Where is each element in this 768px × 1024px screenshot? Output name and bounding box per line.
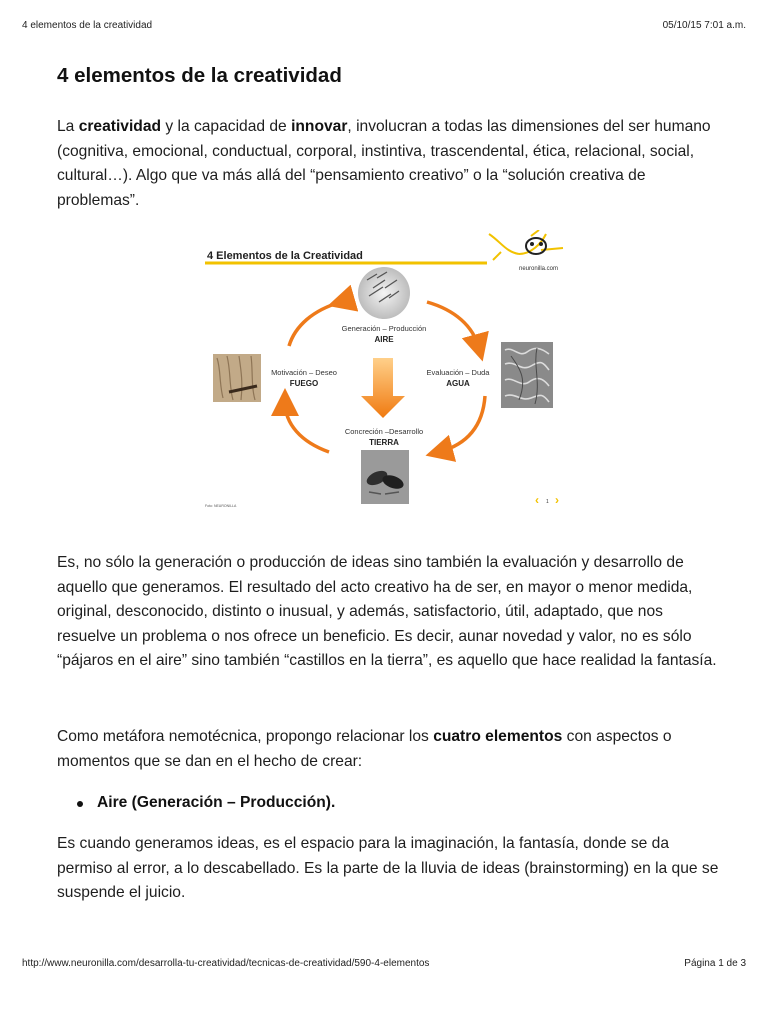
agua-image xyxy=(501,342,553,408)
prev-slide-icon[interactable]: ‹ xyxy=(535,493,539,507)
intro-text-a: La xyxy=(57,118,79,135)
bullet-item-text: Aire (Generación – Producción). xyxy=(97,794,336,811)
tierra-label: TIERRA xyxy=(369,438,399,447)
intro-paragraph xyxy=(57,115,722,213)
paragraph-2: Es, no sólo la generación o producción de ideas sino también la evaluación y desarrollo de aquello que generamos. El resultado del acto creativo ha de ser, en mayor o menor medida, original, desconocido, distinto o inusual, y además, satisfactorio, útil, adaptado, que nos resuelve un problema o nos ofrece un beneficio. Es decir, aunar novedad y valor, no es sólo “pájaros en el aire” sino también “castillos en la tierra”, es aquello que hace realidad la fantasía. xyxy=(57,554,717,669)
arrow-aire-to-agua xyxy=(427,302,479,348)
agua-label: AGUA xyxy=(446,379,470,388)
print-footer-page-number: Página 1 de 3 xyxy=(684,958,746,969)
aire-subtitle: Generación – Producción xyxy=(341,324,427,333)
four-elements-diagram xyxy=(201,230,567,510)
agua-subtitle: Evaluación – Duda xyxy=(426,368,490,377)
central-down-arrow xyxy=(361,358,405,418)
print-header-title: 4 elementos de la creatividad xyxy=(22,20,153,31)
photo-credit: Foto: NEURONILLA xyxy=(205,504,237,508)
brand-url: neuronilla.com xyxy=(519,266,559,272)
paragraph-3 xyxy=(57,725,722,774)
fuego-image xyxy=(213,354,261,402)
arrow-fuego-to-aire xyxy=(289,302,341,346)
paragraph-4: Es cuando generamos ideas, es el espacio para la imaginación, la fantasía, donde se da permiso al error, a lo descabellado. Es la parte de la lluvia de ideas (brainstorming) en la que se suspende el juicio. xyxy=(57,835,719,901)
p3-text-a: Como metáfora nemotécnica, propongo relacionar los xyxy=(57,728,434,745)
fuego-subtitle: Motivación – Deseo xyxy=(271,368,337,377)
diagram-title: 4 Elementos de la Creatividad xyxy=(207,250,363,262)
print-footer-url[interactable]: http://www.neuronilla.com/desarrolla-tu-creatividad/tecnicas-de-creatividad/590-4-elementos xyxy=(22,958,430,969)
print-header-datetime: 05/10/15 7:01 a.m. xyxy=(662,20,746,31)
next-slide-icon[interactable]: › xyxy=(555,493,559,507)
intro-text-d: , involucran a todas las dimensiones del ser humano (cognitiva, emocional, conductual, corporal, instintiva, trascendental, ética, relacional, social, cultural…). Algo que va más allá del “pensamiento creativo” o la “solución creativa de problemas”. xyxy=(57,118,711,209)
aire-label: AIRE xyxy=(374,335,394,344)
fuego-label: FUEGO xyxy=(289,379,319,388)
page-title: 4 elementos de la creatividad xyxy=(57,64,342,87)
neuronilla-frog-logo xyxy=(489,230,563,260)
bullet-dot-icon xyxy=(77,801,83,807)
intro-bold-innovar: innovar xyxy=(291,118,348,135)
arrow-agua-to-tierra xyxy=(439,396,485,452)
intro-text-c: y la capacidad de xyxy=(161,118,292,135)
p3-bold-cuatro-elementos: cuatro elementos xyxy=(433,728,563,745)
slide-number: 1 xyxy=(546,499,549,505)
tierra-subtitle: Concreción –Desarrollo xyxy=(344,427,424,436)
intro-bold-creatividad: creatividad xyxy=(78,118,162,135)
diagram-svg xyxy=(201,230,567,510)
tierra-image xyxy=(361,450,409,504)
arrow-tierra-to-fuego xyxy=(285,402,329,452)
aire-image xyxy=(358,267,410,319)
p3-text-c: con aspectos o momentos que se dan en el hecho de crear: xyxy=(57,728,672,770)
